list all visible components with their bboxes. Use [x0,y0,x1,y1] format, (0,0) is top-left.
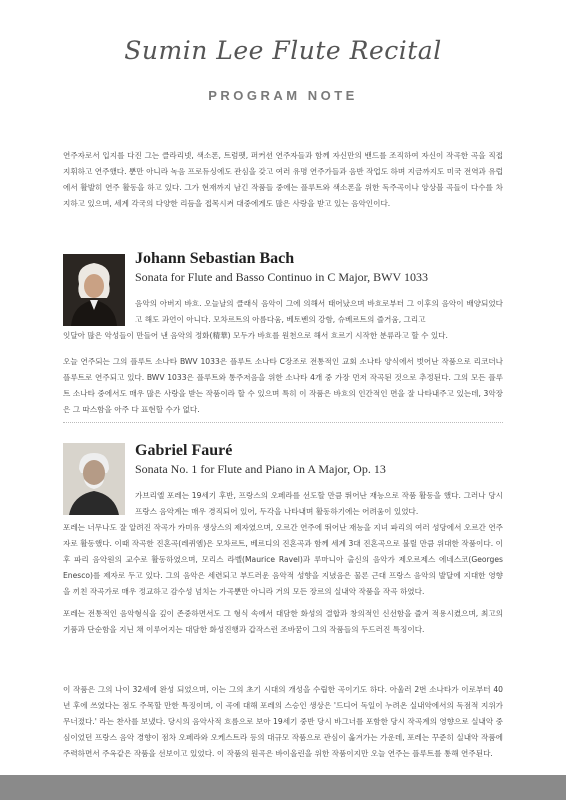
faure-paragraph-2: 포레는 전통적인 음악형식을 깊이 존중하면서도 그 형식 속에서 대담한 화성의 결합과 창의적인 신선함을 즐겨 적용시켰으며, 최고의 기품과 단순함을 지닌 채 이루어지는 대담한 화성진행과 갑작스런 조바꿈이 그의 작품들의 두드러진 특징이다. [63,609,503,634]
faure-paragraph-3: 이 작품은 그의 나이 32세에 완성 되었으며, 이는 그의 초기 시대의 개성을 수립한 곡이기도 하다. 아울러 2번 소나타가 이로부터 40년 후에 쓰였다는 점도 주목할 만한 특징이며, 이 곡에 대해 포레의 스승인 생상은 '드디어 독일이 누려온 실내악에서의 독점적 지위가 무너졌다.' 라는 찬사를 보냈다. 당시의 음악사적 흐름으로 보아 19세기 중반 당시 바그너를 포함한 당시 작곡계의 영향으로 실내악 중심이었던 프랑스 음악 경향이 점차 오페라와 오케스트라 등의 대규모 작품으로 관심이 옮겨가는 가운데, 포레는 꾸준히 실내악 작품에 주력하면서 주옥같은 작품을 선보이고 있었다. 이 작품의 원곡은 바이올린을 위한 작품이지만 오늘 연주는 플루트를 통해 연주된다. [63,685,503,758]
faure-name: Gabriel Fauré [135,442,233,459]
section-divider [63,422,503,423]
bach-paragraph-1a: 음악의 아버지 바흐. 오늘날의 클래식 음악이 그에 의해서 태어났으며 바흐로부터 그 이후의 음악이 배양되었다고 해도 과언이 아니다. 모차르트의 아름다움, 베토벤의 강함, 슈베르트의 즐거움, 그리고 [135,299,503,324]
bach-work-title: Sonata for Flute and Basso Continuo in C Major, BWV 1033 [135,270,428,284]
intro-paragraph: 연주자로서 입지를 다진 그는 클라리넷, 색소폰, 트럼펫, 퍼커션 연주자들과 함께 자신만의 밴드를 조직하여 자신이 작곡한 곡을 직접 지휘하고 연주했다. 뿐만 아니라 녹음 프로듀싱에도 관심을 갖고 여러 유명 연주가들과 음반 작업도 하며 지금까지도 미국 전역과 유럽에서 활발히 연주 활동을 하고 있다. 그가 현재까지 남긴 작품들 중에는 플루트와 색소폰을 위한 독주곡이나 앙상블 곡들이 다수를 차지하고 있으며, 세계 각국의 다양한 리듬을 접목시켜 대중에게도 많은 사랑을 받고 있는 음악인이다. [63,151,503,208]
section-heading: PROGRAM NOTE [208,88,358,103]
page-title: Sumin Lee Flute Recital [124,36,442,65]
footer-bar [0,775,566,800]
bach-name: Johann Sebastian Bach [135,250,295,267]
bach-paragraph-2: 오늘 연주되는 그의 플루트 소나타 BWV 1033은 플루트 소나타 C장조로 전통적인 교회 소나타 양식에서 벗어난 작품으로 리코더나 플루트로 연주되고 있다. BWV 1033은 플루트와 통주저음을 위한 소나타 4개 중 가장 먼저 작곡된 것으로 추정된다. 그의 모든 플루트 소나타 중에서도 매우 많은 사랑을 받는 작품이라 할 수 있으며 특히 이 작품은 바흐의 인간적인 면을 잘 나타내주고 있는데, 3악장은 그 따스함을 아주 다 표현할 수가 없다. [63,357,503,414]
bach-portrait [63,254,125,326]
faure-paragraph-1b: 포레는 너무나도 잘 알려진 작곡가 카미유 생상스의 제자였으며, 오르간 연주에 뛰어난 재능을 지녀 파리의 여러 성당에서 오르간 연주자로 활동했다. 이때 작곡한 진혼곡(레퀴엠)은 모차르트, 베르디의 진혼곡과 함께 세계 3대 진혼곡으로 불릴 만큼 위대한 작품이다. 이후 파리 음악원의 교수로 활동하였으며, 모리스 라벨(Maurice Ravel)과 루마니아 출신의 음악가 제오르제스 에네스코(Georges Enesco)를 제자로 두고 있다. 그의 음악은 세련되고 부드러운 음악적 성향을 지녔음은 물론 근대 프랑스 음악의 발달에 지대한 영향을 끼친 작곡가로 매우 정교하고 감수성 넘치는 가곡뿐만 아니라 거의 모든 장르의 실내악 작품을 작곡 하였다. [63,523,503,596]
faure-paragraph-1a: 가브리엘 포레는 19세기 후반, 프랑스의 오페라를 선도할 만큼 뛰어난 재능으로 작품 활동을 했다. 그러나 당시 프랑스 음악계는 매우 경직되어 있어, 두각을 나타내며 활동하기에는 어려움이 있었다. [135,491,503,516]
faure-work-title: Sonata No. 1 for Flute and Piano in A Major, Op. 13 [135,462,386,476]
bach-paragraph-1b: 잇달아 많은 악성들이 만들어 낸 음악의 정화(精華) 모두가 바흐를 원천으로 해서 흐르기 시작한 분류라고 할 수 있다. [63,331,448,340]
faure-portrait [63,443,125,515]
